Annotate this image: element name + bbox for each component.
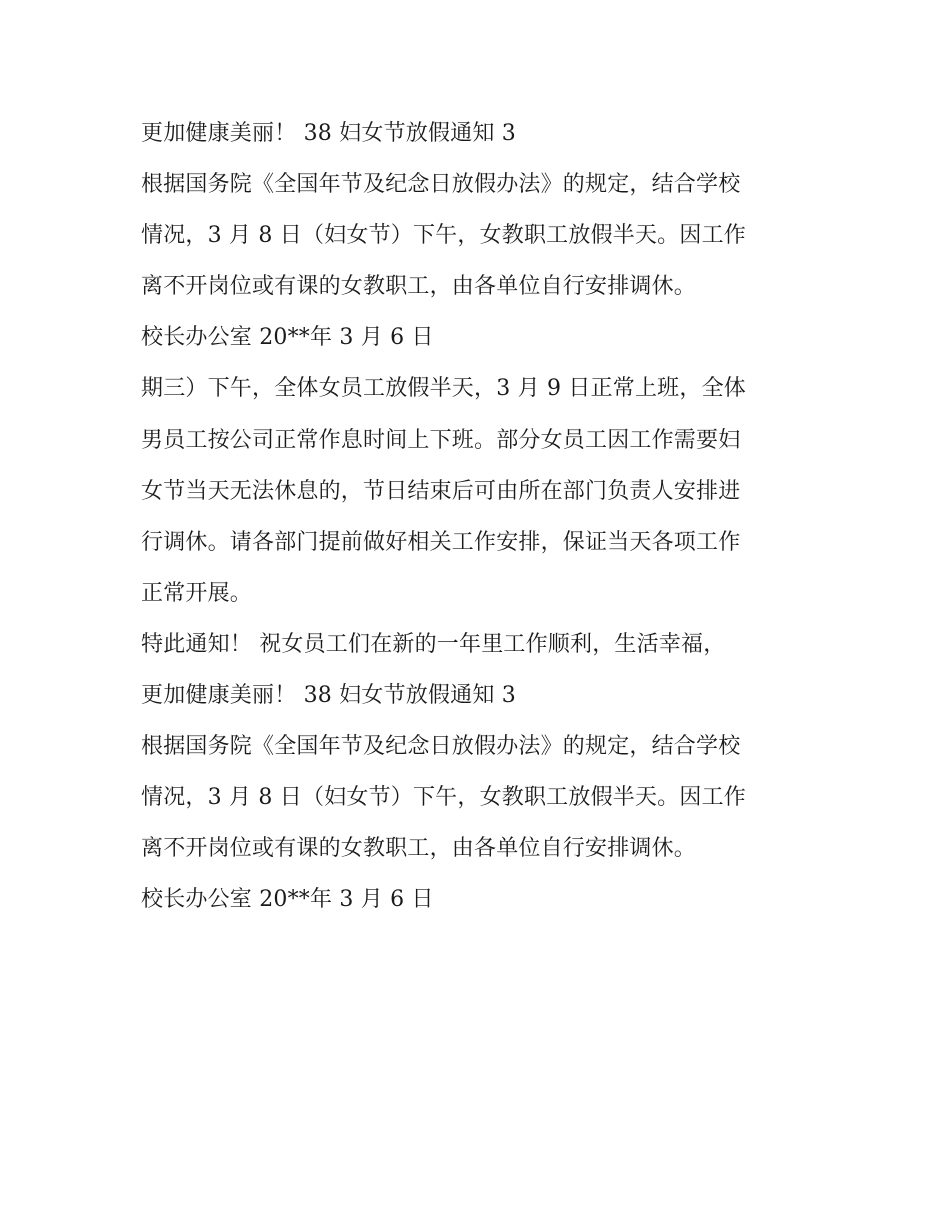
text-line: 更加健康美丽！ 38 妇女节放假通知 3 <box>141 683 516 709</box>
text-line: 正常开展。 <box>141 580 253 606</box>
document-body <box>141 108 831 926</box>
signature-line: 校长办公室 20**年 3 月 6 日 <box>141 325 434 351</box>
signature-line: 校长办公室 20**年 3 月 6 日 <box>141 887 434 913</box>
text-line: 更加健康美丽！ 38 妇女节放假通知 3 <box>141 121 516 146</box>
text-line: 根据国务院《全国年节及纪念日放假办法》的规定，结合学校 <box>141 734 741 760</box>
text-line: 情况，3 月 8 日（妇女节）下午，女教职工放假半天。因工作 <box>141 785 746 811</box>
text-line: 根据国务院《全国年节及纪念日放假办法》的规定，结合学校 <box>141 172 741 198</box>
text-line: 男员工按公司正常作息时间上下班。部分女员工因工作需要妇 <box>141 427 741 453</box>
text-line: 期三）下午，全体女员工放假半天，3 月 9 日正常上班，全体 <box>141 376 746 402</box>
text-line: 特此通知！ 祝女员工们在新的一年里工作顺利，生活幸福， <box>141 631 726 657</box>
text-line: 行调休。请各部门提前做好相关工作安排，保证当天各项工作 <box>141 529 741 555</box>
text-line: 离不开岗位或有课的女教职工，由各单位自行安排调休。 <box>141 274 697 300</box>
text-line: 情况，3 月 8 日（妇女节）下午，女教职工放假半天。因工作 <box>141 223 746 249</box>
text-line: 离不开岗位或有课的女教职工，由各单位自行安排调休。 <box>141 836 697 862</box>
text-line: 女节当天无法休息的，节日结束后可由所在部门负责人安排进 <box>141 478 741 504</box>
